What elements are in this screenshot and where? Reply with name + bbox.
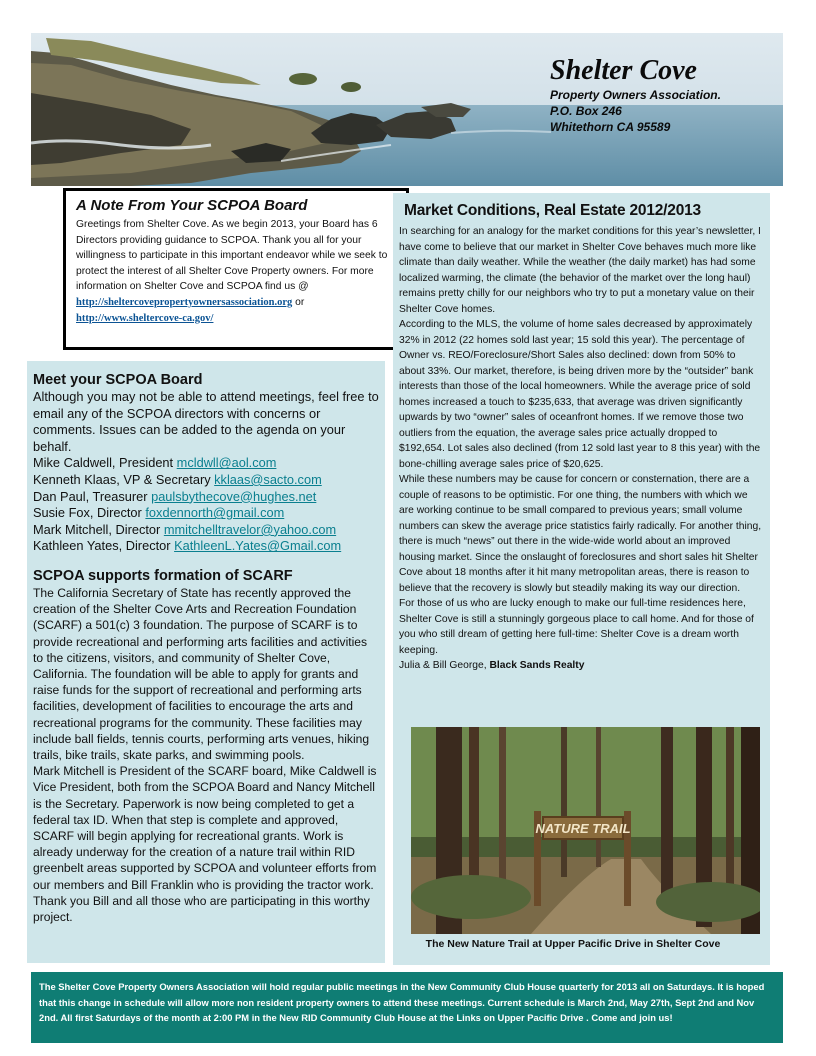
scpoa-website-link[interactable]: http://sheltercovepropertyownersassociation.org — [76, 296, 293, 308]
signature-names: Julia & Bill George, — [399, 660, 490, 671]
masthead-line: Whitethorn CA 95589 — [550, 120, 671, 134]
member-label: Susie Fox, Director — [33, 505, 146, 521]
member-label: Mike Caldwell, President — [33, 455, 177, 471]
member-label: Kathleen Yates, Director — [33, 538, 175, 554]
board-member — [33, 538, 379, 555]
email-link[interactable]: kklaas@sacto.com — [214, 471, 322, 487]
scarf-para: Mark Mitchell is President of the SCARF board, Mike Caldwell is Vice President, both from the SCPOA Board and Nancy Mitchell is the Secretary. Paperwork is now being completed to get a federal tax ID. When that step is complete and approved, SCARF will begin applying for recreational grants. Work is already underway for the creation of a nature trail within RID greenbelt areas supported by SCPOA and volunteer efforts from our members and Bill Franklin who is providing the tractor work. Thank you Bill and all those who are participating in this worthy project. — [33, 764, 377, 924]
masthead-title: Shelter Cove — [550, 55, 697, 86]
photo-caption: The New Nature Trail at Upper Pacific Drive in Shelter Cove — [425, 938, 721, 950]
sheltercove-gov-link[interactable]: http://www.sheltercove-ca.gov/ — [76, 312, 214, 324]
meeting-notice-footer: The Shelter Cove Property Owners Association will hold regular public meetings in the New Community Club House quarterly for 2013 all on Saturdays. It is hoped that this change in schedule will allow more non resident property owners to attend these meetings. Current schedule is March 2nd, May 27th, Sept 2nd and Nov 2nd. All first Saturdays of the month at 2:00 PM in the New RID Community Club House at the Links on Upper Pacific Drive . Come and join us! — [31, 972, 783, 1043]
board-member — [33, 455, 379, 472]
trail-sign-text: NATURE TRAIL — [535, 821, 631, 836]
note-or: or — [292, 296, 305, 308]
member-label: Dan Paul, Treasurer — [33, 488, 152, 504]
email-link[interactable]: KathleenL.Yates@Gmail.com — [174, 538, 342, 554]
market-signature — [399, 658, 764, 674]
market-title: Market Conditions, Real Estate 2012/2013 — [404, 202, 701, 219]
market-article — [399, 224, 764, 674]
board-intro: Although you may not be able to attend meetings, feel free to email any of the SCPOA directors with concerns or comments. Issues can be added to the agenda on your behalf. — [33, 389, 379, 454]
note-body — [76, 217, 396, 326]
scarf-title: SCPOA supports formation of SCARF — [33, 567, 293, 584]
note-text: Greetings from Shelter Cove. As we begin 2013, your Board has 6 Directors providing guidance to SCPOA. Thank you all for your willingness to participate in this important endeavor while we seek to protect the interest of all Shelter Cove Property owners. For more information on Shelter Cove and SCPOA find us @ — [76, 219, 388, 293]
market-paragraph: In searching for an analogy for the market conditions for this year’s newsletter, I have come to believe that our market in Shelter Cove behaves much more like climate than daily weather. While the weather (the daily market) has had some localized warming, the climate (the behavior of the market over the long haul) remains pretty chilly for our neighbors who try to put a monetary value on their Shelter Cove homes. — [399, 226, 761, 315]
note-box — [63, 188, 409, 350]
nature-trail-photo — [411, 727, 760, 934]
board-title: Meet your SCPOA Board — [33, 372, 203, 388]
board-member — [33, 489, 379, 506]
signature-company: Black Sands Realty — [489, 660, 585, 671]
market-paragraph: While these numbers may be cause for concern or consternation, there are a couple of reasons to be optimistic. For one thing, the numbers with which we are working continue to be small compared to previous years; small volume numbers can skew the average price statistics fairly radically. For another thing, there is much “news” out there in the wide-wide world about an improved housing market. Since the onslaught of foreclosures and short sales hit Shelter Cove about 18 months after it hit many metropolitan areas, there is reason to believe that the recovery is slowly but steadily making its way our direction. — [399, 474, 762, 594]
scarf-para: The California Secretary of State has recently approved the creation of the Shelter Cove Arts and Recreation Foundation (SCARF) a 501(c) 3 foundation. The purpose of SCARF is to provide recreational and performing arts facilities and activities to the citizens, visitors, and community of Shelter Cove, California. The foundation will be able to apply for grants and raise funds for the support of recreational and performing arts facilities, development of facilities to encourage the arts and recreational programs for the community. These facilities may include ball fields, tennis courts, performing arts venues, hiking trails, bike trails, skate parks, and swimming pools. — [33, 585, 370, 762]
email-link[interactable]: foxdennorth@gmail.com — [145, 505, 285, 521]
board-panel — [27, 361, 385, 963]
board-member — [33, 522, 379, 539]
email-link[interactable]: paulsbythecove@hughes.net — [151, 488, 317, 504]
note-title: A Note From Your SCPOA Board — [76, 197, 308, 214]
masthead-line: P.O. Box 246 — [550, 104, 622, 118]
member-label: Kenneth Klaas, VP & Secretary — [33, 471, 215, 487]
board-member — [33, 472, 379, 489]
masthead — [550, 55, 775, 135]
market-paragraph: According to the MLS, the volume of home sales decreased by approximately 32% in 2012 (22 homes sold last year; 15 sold this year). The percentage of Owner vs. REO/Foreclosure/Short Sales also declined: down from 50% to about 33%. Our market, therefore, is being driven more by the “outsider” bank interests than those of the local homeowners. While the average price of sold homes increased a touch to $235,633, that average was driven significantly upwards by two “owner” sales of oceanfront homes. If we remove those two outliers from the equation, the average sales price actually dropped to $192,654. Lot sales also declined (from 12 sold last year to 8 this year) with the bone-chilling average sales price of $20,625. — [399, 319, 761, 470]
email-link[interactable]: mcldwll@aol.com — [176, 455, 277, 471]
board-member — [33, 505, 379, 522]
header-banner — [31, 33, 783, 186]
forest-illustration — [411, 727, 760, 934]
market-paragraph: For those of us who are lucky enough to make our full-time residences here, Shelter Cove is still a stunningly gorgeous place to call home. And for those of you who still dream of getting here full-time: Shelter Cove is a dream worth keeping. — [399, 598, 754, 656]
member-label: Mark Mitchell, Director — [33, 521, 164, 537]
masthead-line: Property Owners Association. — [550, 88, 721, 102]
email-link[interactable]: mmitchelltravelor@yahoo.com — [163, 521, 337, 537]
